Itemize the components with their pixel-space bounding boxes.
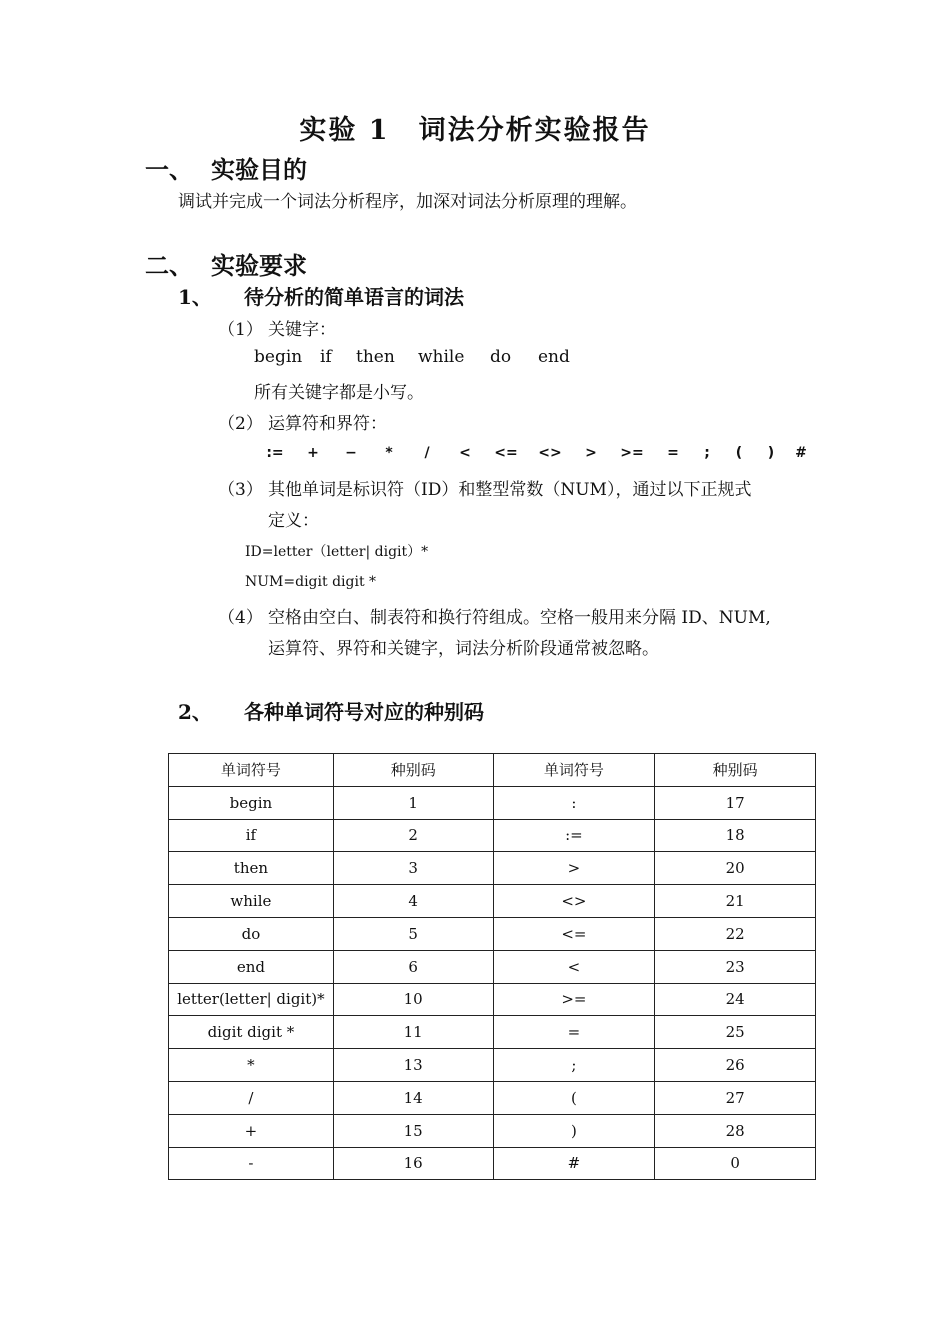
subsection-1-title: 待分析的简单语言的词法 — [244, 285, 464, 309]
table-row — [169, 950, 816, 983]
table-cell: <= — [493, 917, 655, 950]
table-cell: do — [169, 917, 334, 950]
table-cell: 15 — [333, 1114, 493, 1147]
keyword: then — [356, 347, 395, 367]
table-cell: 24 — [655, 983, 816, 1016]
table-cell: then — [169, 852, 334, 885]
table-cell: * — [169, 1049, 334, 1082]
table-cell: 10 — [333, 983, 493, 1016]
table-cell: : — [493, 786, 655, 819]
table-cell: 25 — [655, 1016, 816, 1049]
table-cell: ) — [493, 1114, 655, 1147]
table-row — [169, 1147, 816, 1180]
column-header-code: 种别码 — [655, 754, 816, 787]
table-cell: / — [169, 1081, 334, 1114]
token-code-table — [168, 753, 816, 1180]
keyword-list — [254, 347, 578, 367]
item-3-text-line-1: 其他单词是标识符（ID）和整型常数（NUM），通过以下正规式 — [268, 480, 752, 500]
operator: < — [459, 445, 471, 461]
operator: = — [667, 445, 679, 461]
regex-id: ID=letter（letter| digit）* — [245, 544, 429, 560]
table-cell: 1 — [333, 786, 493, 819]
table-cell: ; — [493, 1049, 655, 1082]
table-cell: ( — [493, 1081, 655, 1114]
table-cell: 17 — [655, 786, 816, 819]
operator: − — [345, 445, 357, 461]
table-cell: = — [493, 1016, 655, 1049]
table-cell: 23 — [655, 950, 816, 983]
table-cell: while — [169, 885, 334, 918]
table-row — [169, 917, 816, 950]
item-1-number: （1） — [218, 320, 263, 340]
item-3 — [218, 475, 751, 500]
section-1-text: 调试并完成一个词法分析程序，加深对词法分析原理的理解。 — [178, 192, 637, 212]
table-cell: < — [493, 950, 655, 983]
operator: <> — [538, 445, 562, 461]
operator: # — [795, 445, 807, 461]
page-title: 实验 1 词法分析实验报告 — [299, 115, 651, 146]
operator: ; — [704, 445, 710, 461]
item-2 — [218, 409, 387, 434]
operator: / — [424, 445, 430, 461]
column-header-symbol: 单词符号 — [493, 754, 655, 787]
section-2-heading — [145, 246, 307, 281]
subsection-1-number: 1、 — [178, 285, 212, 309]
table-cell: if — [169, 819, 334, 852]
table-cell: 0 — [655, 1147, 816, 1180]
table-cell: 22 — [655, 917, 816, 950]
table-row — [169, 1081, 816, 1114]
table-cell: 13 — [333, 1049, 493, 1082]
keyword-note: 所有关键字都是小写。 — [254, 383, 424, 403]
item-1-label: 关键字： — [268, 320, 336, 340]
operator: * — [385, 445, 393, 461]
table-cell: - — [169, 1147, 334, 1180]
item-4-number: （4） — [218, 608, 263, 628]
table-cell: 6 — [333, 950, 493, 983]
item-4-text-line-2: 运算符、界符和关键字，词法分析阶段通常被忽略。 — [268, 639, 659, 659]
column-header-symbol: 单词符号 — [169, 754, 334, 787]
table-cell: 18 — [655, 819, 816, 852]
operator: + — [307, 445, 319, 461]
item-1 — [218, 315, 336, 340]
subsection-2-title: 各种单词符号对应的种别码 — [244, 700, 484, 724]
operator: <= — [494, 445, 518, 461]
keyword: end — [538, 347, 570, 367]
table-cell: >= — [493, 983, 655, 1016]
table-cell: # — [493, 1147, 655, 1180]
table-header-row — [169, 754, 816, 787]
subsection-2-number: 2、 — [178, 700, 212, 724]
operator: := — [266, 445, 284, 461]
table-row — [169, 1114, 816, 1147]
item-2-number: （2） — [218, 414, 263, 434]
keyword: do — [490, 347, 512, 367]
table-cell: 20 — [655, 852, 816, 885]
section-2-title: 实验要求 — [211, 251, 307, 280]
table-cell: 5 — [333, 917, 493, 950]
item-3-number: （3） — [218, 480, 263, 500]
table-cell: 21 — [655, 885, 816, 918]
table-row — [169, 786, 816, 819]
table-cell: 28 — [655, 1114, 816, 1147]
table-cell: 3 — [333, 852, 493, 885]
keyword: if — [320, 347, 332, 367]
operator: ) — [767, 445, 775, 461]
section-1-heading — [145, 150, 307, 185]
keyword: while — [418, 347, 465, 367]
regex-num: NUM=digit digit * — [245, 574, 377, 590]
table-cell: + — [169, 1114, 334, 1147]
table-cell: begin — [169, 786, 334, 819]
section-1-title: 实验目的 — [211, 155, 307, 184]
table-cell: <> — [493, 885, 655, 918]
table-cell: > — [493, 852, 655, 885]
table-row — [169, 1049, 816, 1082]
section-2-number: 二、 — [145, 251, 193, 280]
section-1-number: 一、 — [145, 155, 193, 184]
table-cell: 11 — [333, 1016, 493, 1049]
table-cell: 16 — [333, 1147, 493, 1180]
table-cell: 2 — [333, 819, 493, 852]
table-row — [169, 1016, 816, 1049]
item-3-text-line-2: 定义： — [268, 511, 319, 531]
operator: ( — [735, 445, 743, 461]
subsection-2-heading — [178, 696, 484, 725]
operator: >= — [620, 445, 644, 461]
table-cell: := — [493, 819, 655, 852]
table-row — [169, 852, 816, 885]
table-cell: 27 — [655, 1081, 816, 1114]
table-cell: 4 — [333, 885, 493, 918]
operator-list — [256, 445, 816, 461]
item-4-text-line-1: 空格由空白、制表符和换行符组成。空格一般用来分隔 ID、NUM, — [268, 608, 771, 628]
table-cell: 26 — [655, 1049, 816, 1082]
table-cell: end — [169, 950, 334, 983]
table-row — [169, 819, 816, 852]
table-cell: letter(letter| digit)* — [169, 983, 334, 1016]
table-row — [169, 885, 816, 918]
subsection-1-heading — [178, 281, 464, 310]
item-4 — [218, 603, 771, 628]
table-cell: 14 — [333, 1081, 493, 1114]
keyword: begin — [254, 347, 303, 367]
column-header-code: 种别码 — [333, 754, 493, 787]
item-2-label: 运算符和界符： — [268, 414, 387, 434]
table-row — [169, 983, 816, 1016]
table-cell: digit digit * — [169, 1016, 334, 1049]
operator: > — [585, 445, 597, 461]
